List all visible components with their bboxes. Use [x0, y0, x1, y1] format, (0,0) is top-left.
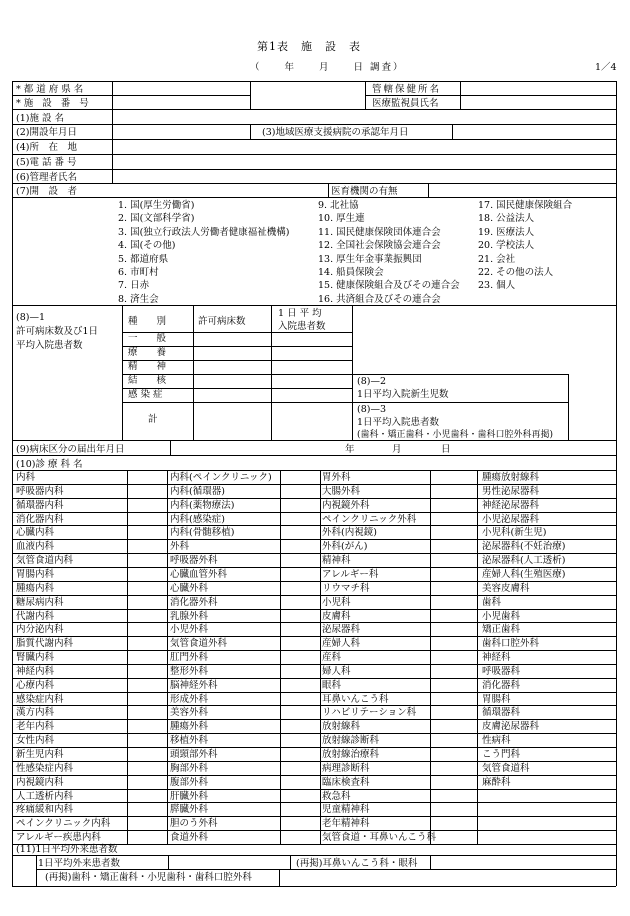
rule-line — [12, 650, 616, 651]
founder-option: 16. 共済組合及びその連合会 — [318, 293, 441, 305]
department-name: 産婦人科(生殖医療) — [482, 568, 566, 580]
department-name: 移植外科 — [170, 735, 209, 747]
department-name: 肝臓外科 — [170, 790, 209, 802]
rule-line — [170, 440, 171, 455]
founder-option: 9. 北社協 — [318, 200, 359, 211]
founder-option: 12. 全国社会保険協会連合会 — [318, 240, 441, 252]
rule-line — [12, 595, 616, 596]
department-name: 代謝内科 — [16, 610, 55, 622]
manager-label: (6)管理者氏名 — [16, 172, 77, 183]
department-name: 食道外科 — [170, 832, 209, 844]
department-name: 胃外科 — [322, 472, 351, 483]
rule-line — [452, 124, 453, 139]
rule-line — [352, 305, 353, 440]
department-name: 矯正歯科 — [482, 624, 521, 636]
department-name: 消化器内科 — [16, 513, 64, 525]
department-name: 耳鼻いんこう科 — [322, 693, 389, 705]
bed-kind-general: 一 般 — [128, 333, 167, 344]
rule-line — [12, 154, 616, 155]
department-name: 老年内科 — [16, 721, 55, 733]
department-name: 感染症内科 — [16, 693, 64, 705]
department-name: 泌尿器科 — [322, 624, 361, 636]
health-center-label: 管轄保健所名 — [372, 84, 442, 95]
beds-section-number: (8)—1 — [16, 312, 46, 323]
rule-line — [12, 512, 616, 513]
founder-label: (7)開 設 者 — [16, 186, 77, 197]
rule-line — [36, 855, 37, 886]
address-label: (4)所 在 地 — [16, 142, 77, 153]
department-name: 消化器外科 — [170, 596, 218, 608]
rule-line — [127, 470, 128, 844]
department-name: 放射線治療科 — [322, 749, 380, 760]
outpatients-dental-label: (再掲)歯科・矯正歯科・小児歯科・歯科口腔外科 — [45, 872, 252, 883]
department-name: 整形外科 — [170, 665, 209, 677]
department-name: 内分泌内科 — [16, 624, 64, 636]
rule-line — [250, 124, 251, 139]
rule-line — [112, 81, 113, 109]
rule-line — [12, 95, 250, 96]
rule-line — [12, 802, 616, 803]
department-name: 腫瘍外科 — [170, 721, 209, 733]
founder-option: 21. 会社 — [478, 253, 516, 265]
rule-line — [12, 484, 616, 485]
department-name: 心臓外科 — [170, 582, 209, 594]
rule-line — [430, 470, 431, 844]
department-name: 神経科 — [482, 652, 511, 664]
department-name: 膵臓外科 — [170, 804, 209, 816]
founder-option: 13. 厚生年金事業振興団 — [318, 253, 422, 265]
rule-line — [12, 553, 616, 554]
department-name: 人工透析内科 — [16, 790, 74, 802]
founder-option: 3. 国(独立行政法人労働者健康福祉機構) — [118, 226, 290, 238]
rule-line — [112, 124, 113, 139]
rule-line — [460, 81, 461, 109]
rule-line — [12, 692, 616, 693]
department-name: 疼痛緩和内科 — [16, 804, 74, 816]
department-name: 婦人科 — [322, 665, 351, 677]
department-name: 腎臓内科 — [16, 652, 55, 664]
department-name: 歯科 — [482, 596, 502, 608]
founder-option: 10. 厚生連 — [318, 213, 365, 225]
bed-category-date-label: (9)病床区分の届出年月日 — [16, 444, 125, 455]
rule-line — [12, 455, 616, 456]
rule-line — [616, 81, 617, 886]
rule-line — [271, 305, 272, 440]
department-name: 漢方内科 — [16, 707, 55, 719]
rule-line — [12, 705, 616, 706]
rule-line — [12, 747, 616, 748]
rule-line — [12, 678, 616, 679]
department-name: 胆のう外科 — [170, 818, 218, 830]
department-name: 頭頸部外科 — [170, 749, 218, 760]
department-name: 性感染症内科 — [16, 762, 74, 774]
department-name: 産婦人科 — [322, 638, 361, 650]
founder-option: 15. 健康保険組合及びその連合会 — [318, 280, 460, 292]
department-name: 腫瘍内科 — [16, 582, 55, 594]
opening-date-label: (2)開設年月日 — [16, 127, 77, 138]
bed-category-day: 日 — [441, 444, 451, 455]
department-name: 胃腸内科 — [16, 568, 55, 580]
department-name: 内科(循環器) — [170, 485, 225, 497]
form-title: 第1表 施 設 表 — [257, 40, 361, 53]
outpatients-heading: (11)1日平均外来患者数 — [16, 844, 118, 855]
rule-line — [12, 183, 616, 184]
department-name: 放射線科 — [322, 721, 361, 733]
bed-total-label: 計 — [148, 414, 158, 425]
bed-category-year: 年 — [345, 444, 355, 455]
department-name: 精神科 — [322, 555, 351, 567]
rule-line — [12, 775, 616, 776]
department-name: 内科 — [16, 472, 36, 483]
department-name: 呼吸器内科 — [16, 485, 64, 497]
founder-option: 14. 船員保険会 — [318, 267, 384, 278]
founder-option: 22. その他の法人 — [478, 267, 554, 278]
rule-line — [477, 470, 478, 844]
department-name: 臨床検査科 — [322, 776, 370, 788]
department-name: 神経内科 — [16, 665, 55, 677]
rule-line — [12, 761, 616, 762]
dental-inpatient-label: 1日平均入院患者数 — [357, 417, 440, 428]
founder-option: 11. 国民健康保険団体連合会 — [318, 226, 441, 238]
rule-line — [12, 567, 616, 568]
department-name: 心臓内科 — [16, 527, 55, 539]
rule-line — [328, 183, 329, 197]
department-name: 皮膚泌尿器科 — [482, 721, 540, 733]
facility-number-label: *施 設 番 号 — [16, 98, 92, 109]
department-name: 腹部外科 — [170, 776, 209, 788]
rule-line — [112, 109, 113, 124]
department-name: リウマチ科 — [322, 582, 370, 594]
department-name: 放射線診断科 — [322, 735, 380, 747]
rule-line — [193, 305, 194, 440]
department-name: 老年精神科 — [322, 818, 370, 830]
department-name: 小児科(新生児) — [482, 527, 547, 539]
phone-label: (5)電 話 番 号 — [16, 157, 77, 168]
department-name: 外科(がん) — [322, 541, 368, 553]
rule-line — [12, 470, 616, 471]
department-name: 内視鏡内科 — [16, 776, 64, 788]
department-name: 外科 — [170, 541, 190, 553]
rule-line — [12, 539, 616, 540]
department-name: 内視鏡外科 — [322, 499, 370, 511]
beds-section-title: 許可病床数及び1日 — [16, 326, 99, 337]
department-name: ペインクリニック外科 — [322, 513, 417, 525]
rule-line — [568, 374, 569, 402]
department-name: 消化器科 — [482, 679, 521, 691]
department-name: 産科 — [322, 652, 342, 664]
approval-date-label: (3)地域医療支援病院の承認年月日 — [262, 127, 409, 138]
rule-line — [12, 197, 616, 198]
prefecture-label: *都道府県名 — [16, 84, 87, 95]
founder-option: 5. 都道府県 — [118, 253, 169, 265]
rule-line — [122, 402, 352, 403]
department-name: 小児外科 — [170, 624, 209, 636]
newborn-section-number: (8)—2 — [357, 376, 387, 387]
department-name: 歯科口腔外科 — [482, 638, 540, 650]
rule-line — [12, 636, 616, 637]
department-name: こう門科 — [482, 749, 521, 760]
medical-education-label: 医育機関の有無 — [331, 186, 398, 197]
department-name: 大腸外科 — [322, 485, 361, 497]
department-name: 男性泌尿器科 — [482, 485, 540, 497]
department-name: 肛門外科 — [170, 652, 209, 664]
department-name: 神経泌尿器科 — [482, 499, 540, 511]
department-name: 内科(薬物療法) — [170, 499, 235, 511]
rule-line — [352, 402, 568, 403]
department-name: 児童精神科 — [322, 804, 370, 816]
department-name: 新生児内科 — [16, 749, 64, 760]
department-name: 内科(感染症) — [170, 513, 225, 525]
outpatients-ent-eye-label: (再掲)耳鼻いんこう科・眼科 — [296, 858, 418, 869]
rule-line — [12, 855, 616, 856]
department-name: アレルギー科 — [322, 568, 379, 580]
department-name: 病理診断科 — [322, 762, 370, 774]
inspector-label: 医療監視員氏名 — [372, 98, 439, 109]
rule-line — [12, 81, 616, 82]
department-name: 美容皮膚科 — [482, 582, 530, 594]
department-name: 泌尿器科(不妊治療) — [482, 541, 566, 553]
rule-line — [365, 95, 616, 96]
founder-option: 2. 国(文部科学省) — [118, 213, 195, 225]
rule-line — [12, 664, 616, 665]
department-name: 外科(内視鏡) — [322, 527, 377, 539]
department-name: 血液内科 — [16, 541, 55, 553]
department-name: ペインクリニック内科 — [16, 818, 111, 830]
rule-line — [12, 622, 616, 623]
department-name: 循環器科 — [482, 707, 521, 719]
bed-kind-psychiatric: 精 神 — [128, 361, 167, 372]
department-name: 小児歯科 — [482, 610, 521, 622]
founder-option: 19. 医療法人 — [478, 226, 535, 238]
department-name: 胸部外科 — [170, 762, 209, 774]
newborn-label: 1日平均入院新生児数 — [357, 389, 449, 400]
rule-line — [12, 498, 616, 499]
rule-line — [352, 374, 568, 375]
bed-kind-long-term: 療 養 — [128, 347, 167, 358]
avg-inpatient-header-2: 入院患者数 — [278, 321, 326, 332]
bed-kind-tuberculosis: 結 核 — [128, 375, 167, 386]
department-name: 内科(骨髄移植) — [170, 527, 235, 539]
department-name: 眼科 — [322, 679, 342, 691]
rule-line — [122, 305, 123, 440]
bed-kind-infectious: 感 染 症 — [128, 389, 163, 400]
rule-line — [12, 609, 616, 610]
rule-line — [12, 124, 616, 125]
department-name: 小児科 — [322, 596, 351, 608]
rule-line — [167, 470, 168, 844]
founder-option: 20. 学校法人 — [478, 240, 535, 252]
rule-line — [12, 886, 616, 887]
departments-heading: (10)診 療 科 名 — [16, 459, 83, 470]
rule-line — [12, 305, 616, 306]
rule-line — [430, 855, 431, 869]
rule-line — [12, 525, 616, 526]
department-name: 気管食道外科 — [170, 638, 228, 650]
department-name: 乳腺外科 — [170, 610, 209, 622]
department-name: 呼吸器科 — [482, 665, 521, 677]
rule-line — [36, 869, 616, 870]
founder-option: 4. 国(その他) — [118, 240, 176, 252]
department-name: 性病科 — [482, 735, 511, 747]
rule-line — [12, 139, 616, 140]
bed-category-month: 月 — [392, 444, 402, 455]
department-name: 美容外科 — [170, 707, 209, 719]
department-name: 胃腸科 — [482, 693, 511, 705]
department-name: 救急科 — [322, 790, 351, 802]
founder-option: 6. 市町村 — [118, 267, 159, 278]
department-name: 小児泌尿器科 — [482, 513, 540, 525]
department-name: アレルギー疾患内科 — [16, 832, 101, 844]
rule-line — [12, 719, 616, 720]
page-indicator: 1／4 — [595, 62, 617, 73]
rule-line — [428, 183, 429, 197]
department-name: 循環器内科 — [16, 499, 64, 511]
department-name: リハビリテーション科 — [322, 707, 417, 719]
rule-line — [12, 789, 616, 790]
rule-line — [12, 109, 616, 110]
department-name: 腫瘍放射線科 — [482, 472, 540, 483]
rule-line — [12, 733, 616, 734]
rule-line — [365, 81, 366, 109]
department-name: 皮膚科 — [322, 610, 351, 622]
rule-line — [168, 855, 169, 869]
avg-inpatient-header-1: 1 日 平 均 — [278, 308, 322, 319]
department-name: 麻酔科 — [482, 776, 511, 788]
rule-line — [12, 581, 616, 582]
rule-line — [112, 139, 113, 183]
rule-line — [320, 470, 321, 844]
founder-option: 8. 済生会 — [118, 293, 159, 305]
rule-line — [290, 855, 291, 869]
rule-line — [12, 169, 616, 170]
rule-line — [12, 816, 616, 817]
founder-option: 7. 日赤 — [118, 280, 150, 292]
survey-date: （ 年 月 日 調査） — [250, 62, 405, 73]
founder-option: 23. 個人 — [478, 280, 516, 292]
dental-inpatient-note: (歯科・矯正歯科・小児歯科・歯科口腔外科再掲) — [357, 430, 554, 440]
department-name: 糖尿病内科 — [16, 596, 64, 608]
department-name: 内科(ペインクリニック) — [170, 472, 272, 483]
rule-line — [12, 440, 616, 441]
rule-line — [250, 81, 251, 109]
beds-section-subtitle: 平均入院患者数 — [16, 340, 83, 351]
department-name: 形成外科 — [170, 693, 209, 705]
department-name: 気管食道科 — [482, 762, 530, 774]
department-name: 脂質代謝内科 — [16, 638, 74, 650]
outpatients-label: 1日平均外来患者数 — [38, 858, 121, 869]
rule-line — [280, 470, 281, 844]
dental-inpatient-section-number: (8)—3 — [357, 404, 387, 415]
facility-name-label: (1)施 設 名 — [16, 113, 64, 124]
founder-option: 17. 国民健康保険組合 — [478, 200, 573, 211]
department-name: 呼吸器外科 — [170, 555, 218, 567]
department-name: 気管食道内科 — [16, 555, 74, 567]
founder-option: 18. 公益法人 — [478, 213, 535, 225]
bed-count-header: 許可病床数 — [198, 316, 246, 327]
department-name: 心療内科 — [16, 679, 55, 691]
department-name: 脳神経外科 — [170, 679, 218, 691]
founder-option: 1. 国(厚生労働省) — [118, 200, 195, 211]
rule-line — [568, 402, 569, 440]
rule-line — [12, 830, 616, 831]
department-name: 心臓血管外科 — [170, 568, 228, 580]
department-name: 女性内科 — [16, 735, 55, 747]
department-name: 泌尿器科(人工透析) — [482, 555, 566, 567]
bed-kind-header: 種 別 — [128, 316, 167, 327]
rule-line — [279, 869, 280, 886]
department-name: 気管食道・耳鼻いんこう科 — [322, 832, 437, 844]
